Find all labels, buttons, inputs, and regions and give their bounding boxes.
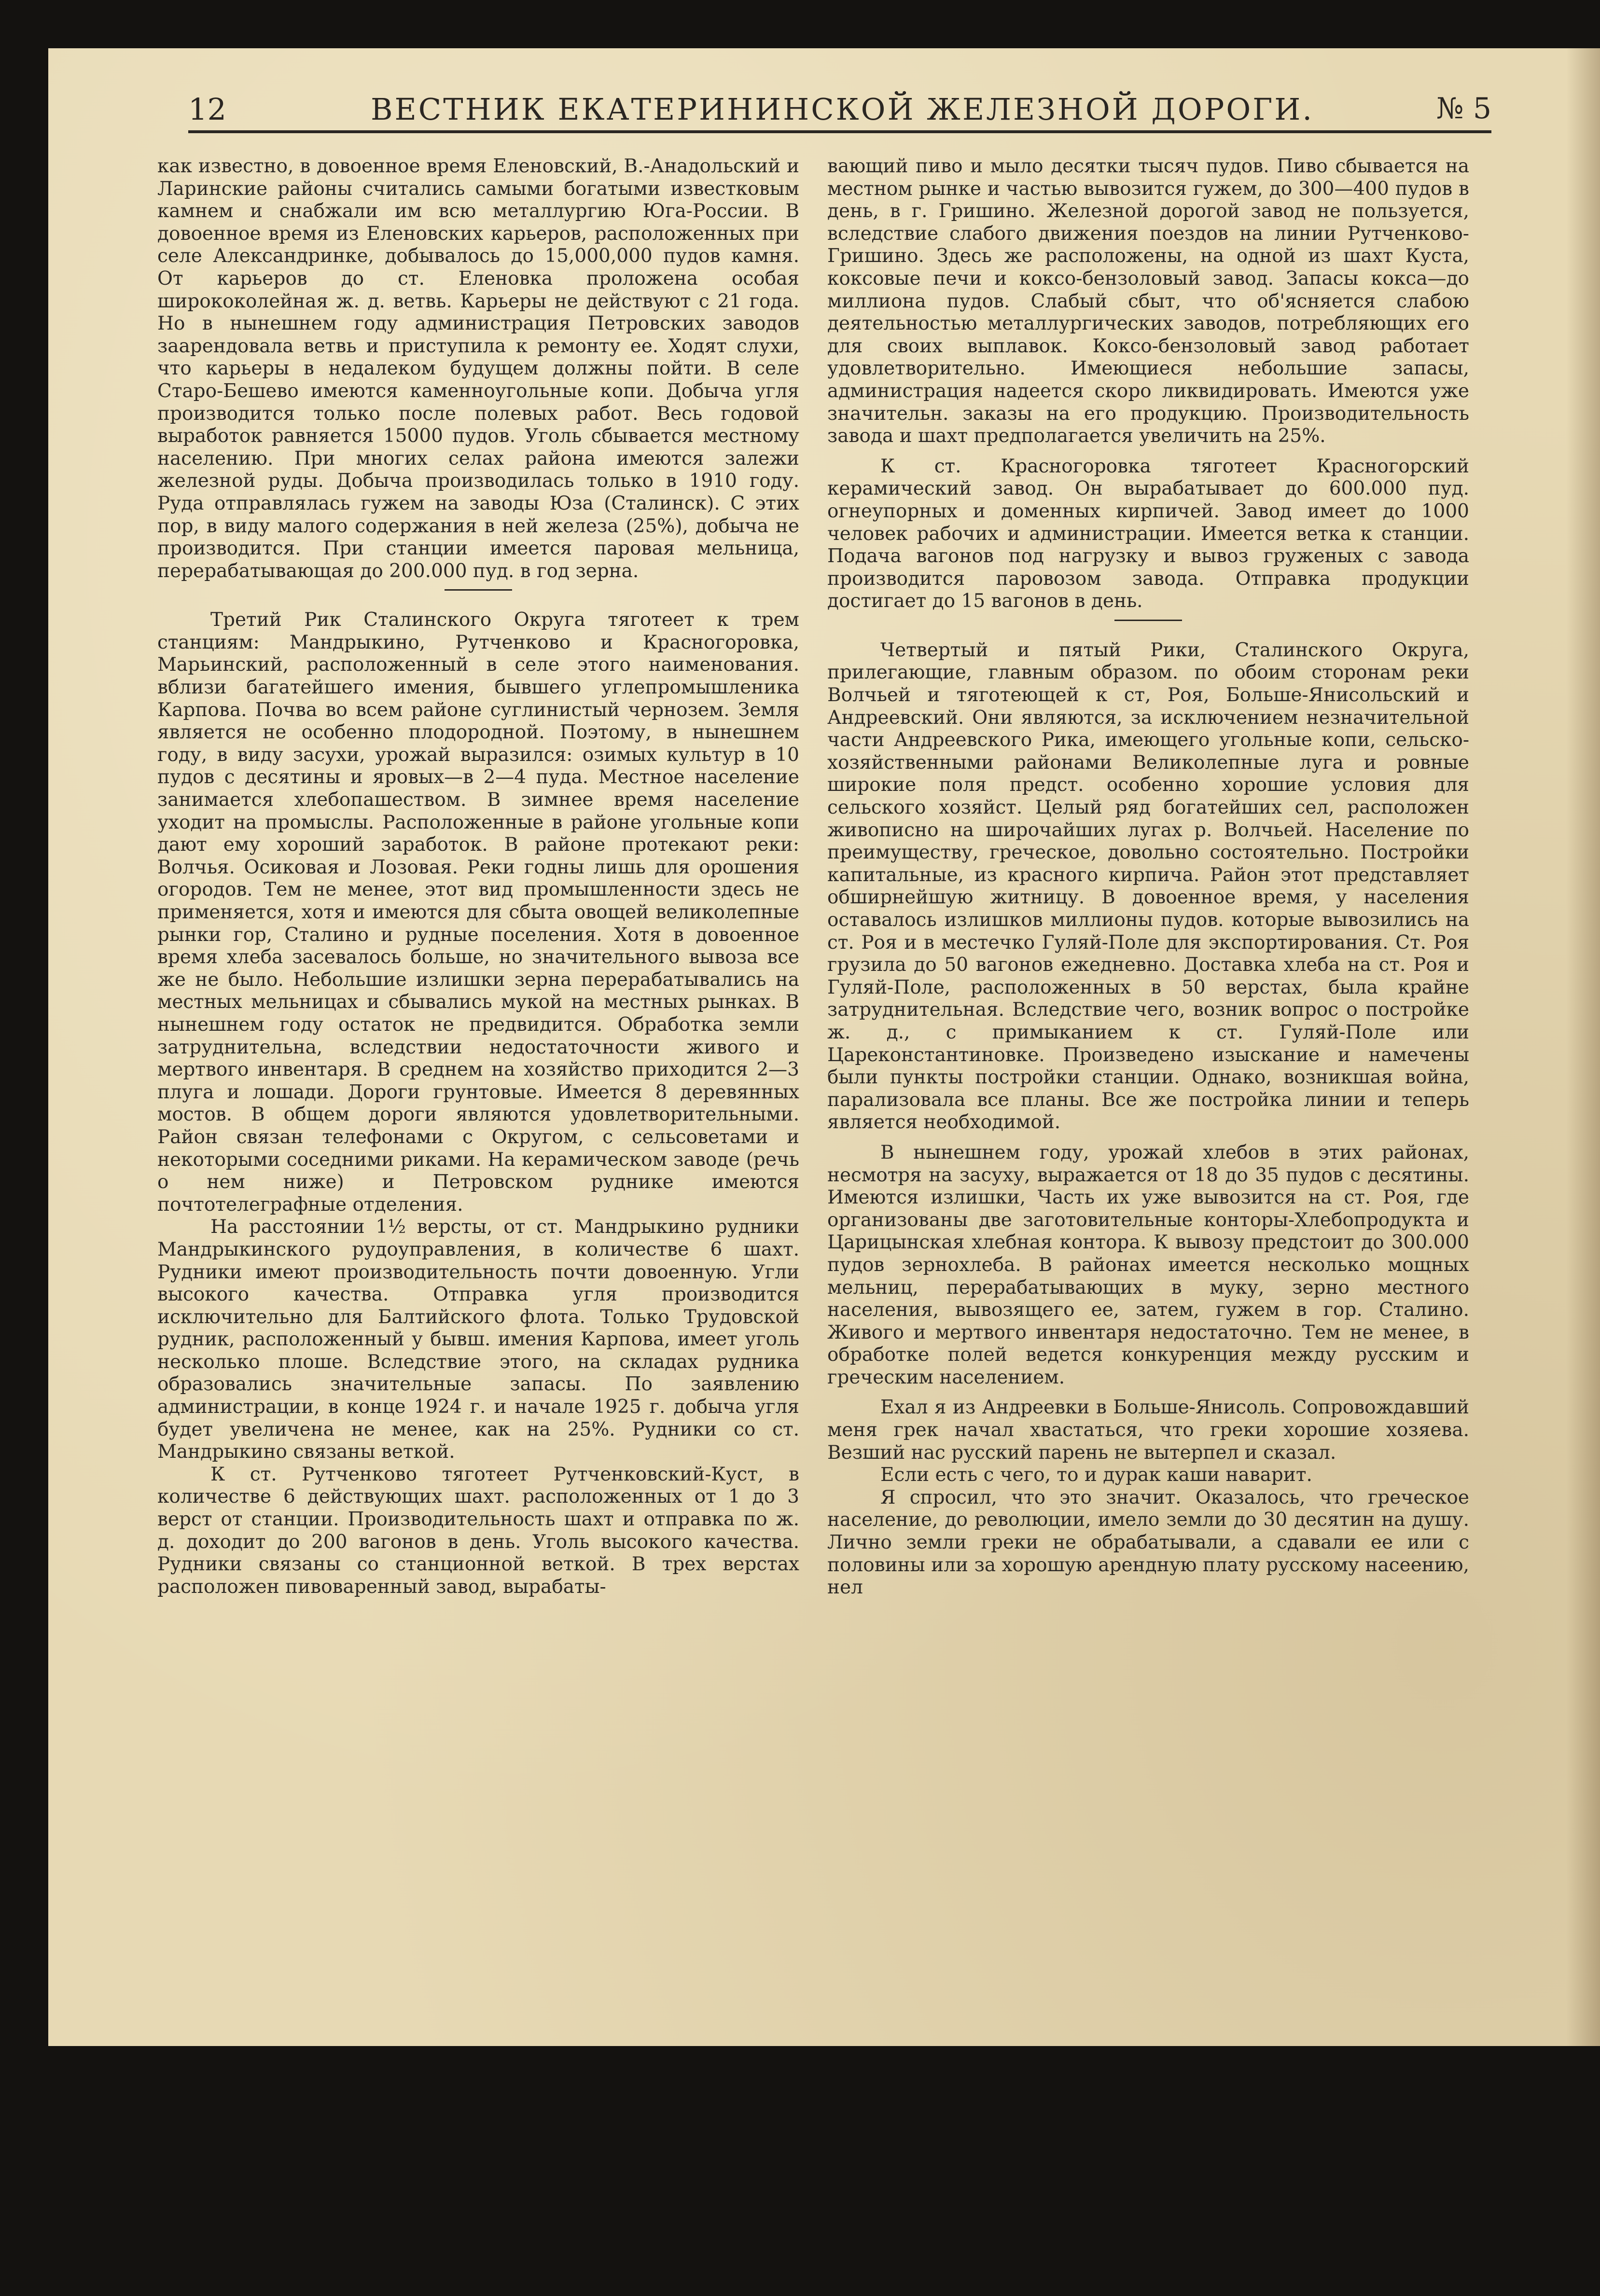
spacer [827, 448, 1469, 456]
paragraph: как известно, в довоенное время Еленовский, В.-Анадольский и Ларинские районы считались самыми богатыми известковым камнем и снабжали им всю металлургию Юга-России. В довоенное время из Еленовских карьеров, расположенных при селе Александринке, добывалось до 15,000,000 пудов камня. От карьеров до ст. Еленовка проложена особая ширококолейная ж. д. ветвь. Карьеры не действуют с 21 года. Но в нынешнем году администрация Петровских заводов заарендовала ветвь и приступила к ремонту ее. Ходят слухи, что карьеры в недалеком будущем должны пойти. В селе Старо-Бешево имеются каменноугольные копи. Добыча угля производится только после полевых работ. Весь годовой выработок равняется 15000 пудов. Уголь сбывается местному населению. При многих селах района имеются залежи железной руды. Добыча производилась только в 1910 году. Руда отправлялась гужем на заводы Юза (Сталинск). С этих пор, в виду малого содержания в ней железа (25%), добыча не производится. При станции имеется паровая мельница, перерабатывающая до 200.000 пуд. в год зерна. [157, 155, 799, 582]
left-column [157, 155, 799, 1598]
page-header [188, 92, 1525, 145]
right-column [827, 155, 1469, 1599]
paragraph: Четвертый и пятый Рики, Сталинского Округа, прилегающие, главным образом. по обоим сторонам реки Волчьей и тяготеющей к ст, Роя, Больше-Янисольский и Андреевский. Они являются, за исключением незначительной части Андреевского Рика, имеющего угольные копи, сельско-хозяйственными районами Великолепные луга и ровные широкие поля предст. особенно хорошие условия для сельского хозяйст. Целый ряд богатейших сел, расположен живописно на широчайших лугах р. Волчьей. Население по преимуществу, греческое, довольно состоятельно. Постройки капитальные, из красного кирпича. Район этот представляет обширнейшую житницу. В довоенное время, у населения оставалось излишков миллионы пудов. которые вывозились на ст. Роя и в местечко Гуляй-Поле для экспортирования. Ст. Роя грузила до 50 вагонов ежедневно. Доставка хлеба на ст. Роя и Гуляй-Поле, расположенных в 50 верстах, была крайне затруднительная. Вследствие чего, возник вопрос о постройке ж. д., с примыканием к ст. Гуляй-Поле или Царекoнстантиновке. Произведено изыскание и намечены были пункты постройки станции. Однако, возникшая война, парализовала все планы. Все же постройка линии и теперь является необходимой. [827, 639, 1469, 1134]
paragraph: В нынешнем году, урожай хлебов в этих районах, несмотря на засуху, выражается от 18 до 35 пудов с десятины. Имеются излишки, Часть их уже вывозится на ст. Роя, где организованы две заготовительные конторы-Хлебопродукта и Царицынская хлебная контора. К вывозу предстоит до 300.000 пудов зернохлеба. В районах имеется несколько мощных мельниц, перерабатывающих в муку, зерно местного населения, вывозящего ее, затем, гужем в гор. Сталино. Живого и мертвого инвентаря недостаточно. Тем не менее, в обработке полей ведется конкуренция между русским и греческим населением. [827, 1141, 1469, 1388]
section-divider [445, 589, 512, 591]
page-edge-shadow [1566, 48, 1600, 2046]
paragraph: Третий Рик Сталинского Округа тяготеет к трем станциям: Мандрыкино, Рутченково и Красногоровка, Марьинский, расположенный в селе этого наименования. вблизи багатейшего имения, бывшего углепромышленика Карпова. Почва во всем районе суглинистый чернозем. Земля является не особенно плодородной. Поэтому, в нынешнем году, в виду засухи, урожай выразился: озимых культур в 10 пудов с десятины и яровых—в 2—4 пуда. Местное население занимается хлебопашеством. В зимнее время население уходит на промыслы. Расположенные в районе угольные копи дают ему хороший заработок. В районе протекают реки: Волчья. Осиковая и Лозовая. Реки годны лишь для орошения огородов. Тем не менее, этот вид промышленности здесь не применяется, хотя и имеются для сбыта овощей великолепные рынки гор, Сталино и рудные поселения. Хотя в довоенное время хлеба засевалось больше, но значительного вывоза все же не было. Небольшие излишки зерна перерабатывались на местных мельницах и сбывались мукой на местных рынках. В нынешнем году остаток не предвидится. Обработка земли затруднительна, вследствии недостаточности живого и мертвого инвентаря. В среднем на хозяйство приходится 2—3 плуга и лошади. Дороги грунтовые. Имеется 8 деревянных мостов. В общем дороги являются удовлетворительными. Район связан телефонами с Округом, с сельсоветами и некоторыми соседними риками. На керамическом заводе (речь о нем ниже) и Петровском руднике имеются почтотелеграфные отделения. [157, 609, 799, 1216]
spacer [827, 1389, 1469, 1397]
paragraph: К ст. Красногоровка тяготеет Красногорский керамический завод. Он вырабатывает до 600.000 пуд. огнеупорных и доменных кирпичей. Завод имеет до 1000 человек рабочих и администрации. Имеется ветка к станции. Подача вагонов под нагрузку и вывоз груженых с завода производится паровозом завода. Отправка продукции достигает до 15 вагонов в день. [827, 455, 1469, 612]
journal-title: ВЕСТНИК ЕКАТЕРИНИНСКОЙ ЖЕЛЕЗНОЙ ДОРОГИ. [370, 92, 1314, 127]
page-number: 12 [188, 92, 226, 127]
section-divider [1114, 620, 1182, 621]
issue-number: № 5 [1436, 92, 1491, 125]
paragraph: На расстоянии 1½ версты, от ст. Мандрыкино рудники Мандрыкинского рудоуправления, в количестве 6 шахт. Рудники имеют производительность почти довоенную. Угли высокого качества. Отправка угля производится исключительно для Балтийского флота. Только Трудовской рудник, расположенный у бывш. имения Карпова, имеет уголь несколько плоше. Вследствие этого, на складах рудника образовались значительные запасы. По заявлению администрации, в конце 1924 г. и начале 1925 г. добыча угля будет увеличена не менее, как на 25%. Рудники со ст. Мандрыкино связаны веткой. [157, 1216, 799, 1463]
paragraph: Ехал я из Андреевки в Больше-Янисоль. Сопровождавший меня грек начал хвастаться, что греки хорошие хозяева. Везший нас русский парень не вытерпел и сказал. [827, 1397, 1469, 1464]
paragraph: Если есть с чего, то и дурак каши наварит. [880, 1464, 1312, 1486]
spacer [827, 1134, 1469, 1142]
paragraph: К ст. Рутченково тяготеет Рутченковский-Куст, в количестве 6 действующих шахт. расположенных от 1 до 3 верст от станции. Производительность шахт и отправка по ж. д. доходит до 200 вагонов в день. Уголь высокого качества. Рудники связаны со станционной веткой. В трех верстах расположен пивоваренный завод, вырабаты- [157, 1463, 799, 1598]
paragraph: вающий пиво и мыло десятки тысяч пудов. Пиво сбывается на местном рынке и частью вывозится гужем, до 300—400 пудов в день, в г. Гришино. Железной дорогой завод не пользуется, вследствие слабого движения поездов на линии Рутченково-Гришино. Здесь же расположены, на одной из шахт Куста, коксовые печи и коксо-бензоловый завод. Запасы кокса—до миллиона пудов. Слабый сбыт, что об'ясняется слабою деятельностью металлургических заводов, потребляющих его для своих выплавок. Коксо-бензоловый завод работает удовлетворительно. Имеющиеся небольшие запасы, администрация надеется скоро ликвидировать. Имеются уже значительн. заказы на его продукцию. Производительность завода и шахт предполагается увеличить на 25%. [827, 155, 1469, 447]
paragraph: Я спросил, что это значит. Оказалось, что греческое население, до революции, имело земли до 30 десятин на душу. Лично земли греки не обрабатывали, а сдавали ее или с половины или за хорошую арендную плату русскому насеению, нел [827, 1486, 1469, 1599]
header-rule [188, 130, 1491, 133]
